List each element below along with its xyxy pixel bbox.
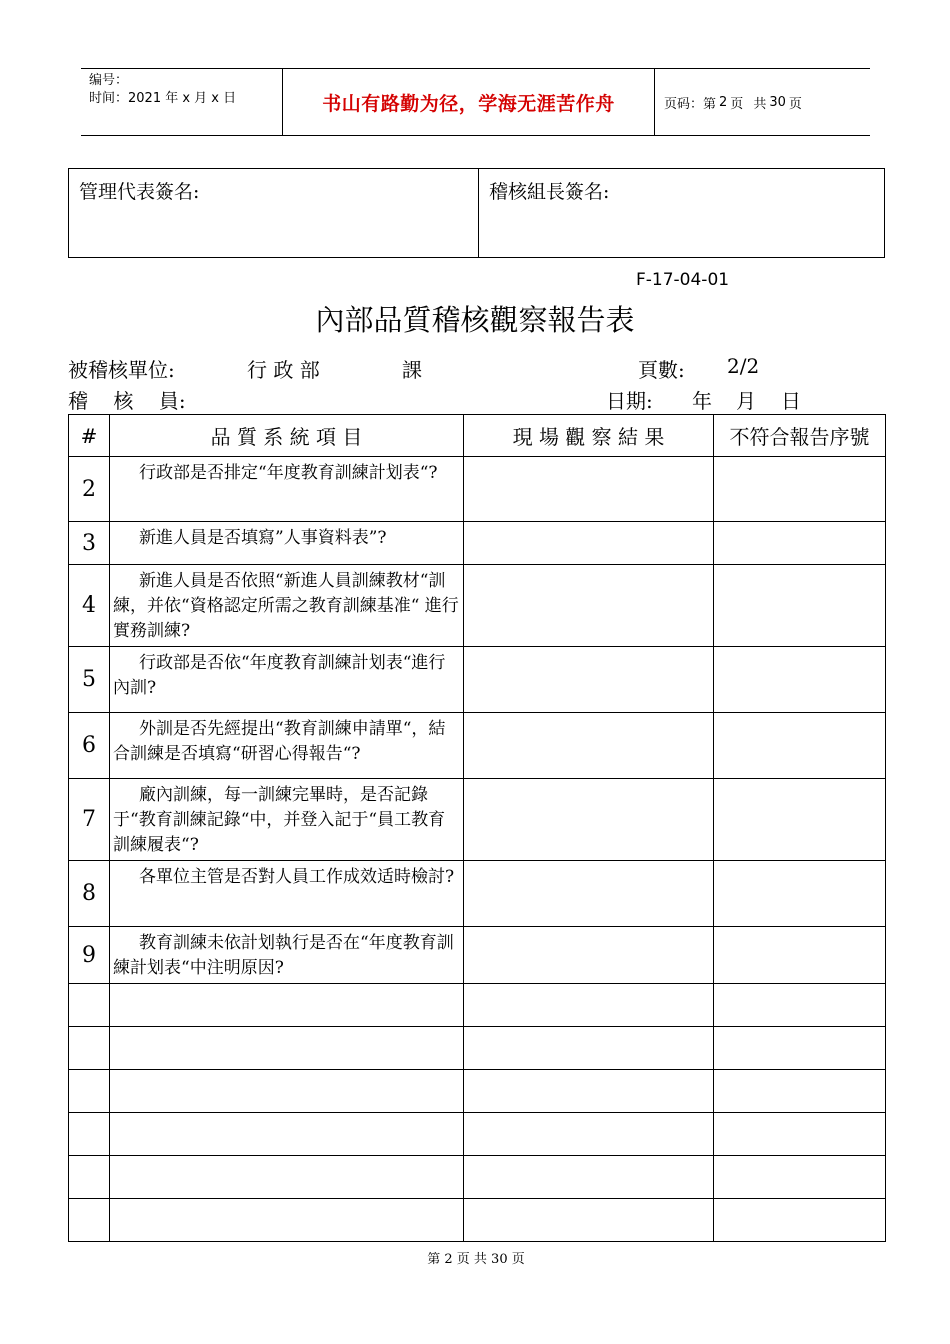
page-footer: 第 2 页 共 30 页	[427, 1252, 525, 1267]
row-ncr-cell[interactable]	[714, 1156, 886, 1199]
management-rep-signature-label: 管理代表簽名:	[79, 181, 200, 203]
table-row	[69, 565, 886, 647]
date-day: 日	[781, 389, 801, 413]
table-row	[69, 927, 886, 984]
row-number: 2	[69, 457, 110, 522]
row-item-cell[interactable]	[110, 1070, 464, 1113]
row-observation-cell[interactable]	[464, 1113, 714, 1156]
row-item-text: 新進人員是否填寫”人事資料表”?	[139, 528, 387, 548]
row-number-cell[interactable]	[69, 1156, 110, 1199]
row-number: 4	[69, 565, 110, 647]
row-item	[110, 713, 464, 779]
row-observation-cell[interactable]	[464, 457, 714, 522]
document-title: 內部品質稽核觀察報告表	[315, 303, 635, 337]
row-observation-cell[interactable]	[464, 1156, 714, 1199]
page-total: 30	[769, 94, 786, 110]
date-label: 日期:	[606, 389, 653, 413]
row-item-cell[interactable]	[110, 984, 464, 1027]
page-label: 页码：第	[664, 96, 717, 112]
table-row	[69, 457, 886, 522]
row-item	[110, 779, 464, 861]
row-item-text: 教育訓練未依計划執行是否在“年度教育訓練計划表“中注明原因?	[113, 933, 454, 978]
row-observation-cell[interactable]	[464, 1199, 714, 1242]
header-motto-cell	[282, 69, 655, 135]
row-number: 5	[69, 647, 110, 713]
row-item-text: 外訓是否先經提出“教育訓練申請單“，結合訓練是否填寫“研習心得報告“?	[113, 719, 446, 764]
col-header-number: #	[69, 415, 110, 457]
management-rep-signature[interactable]	[69, 169, 479, 257]
row-number-cell[interactable]	[69, 1027, 110, 1070]
row-number-cell[interactable]	[69, 984, 110, 1027]
row-observation-cell[interactable]	[464, 1027, 714, 1070]
row-ncr-cell[interactable]	[714, 1027, 886, 1070]
page-unit: 页	[730, 96, 744, 112]
table-row	[69, 522, 886, 565]
col-header-item: 品 質 系 統 項 目	[110, 415, 464, 457]
row-number: 8	[69, 861, 110, 927]
row-ncr-cell[interactable]	[714, 1199, 886, 1242]
row-observation-cell[interactable]	[464, 522, 714, 565]
table-header-row	[69, 415, 886, 457]
row-item	[110, 565, 464, 647]
table-row	[69, 779, 886, 861]
date-month: 月	[736, 389, 756, 413]
row-ncr-cell[interactable]	[714, 1070, 886, 1113]
document-number-label: 编号：	[89, 73, 129, 88]
row-observation-cell[interactable]	[464, 565, 714, 647]
audit-leader-signature[interactable]	[479, 169, 884, 257]
row-number-cell[interactable]	[69, 1113, 110, 1156]
pages-label: 頁數:	[638, 358, 685, 382]
row-item-text: 廠內訓練，每一訓練完畢時，是否記錄于“教育訓練記錄“中，并登入記于“員工教育訓練履表“?	[113, 785, 446, 855]
table-row	[69, 647, 886, 713]
table-row-blank	[69, 1070, 886, 1113]
observation-table	[68, 414, 886, 1242]
audited-unit-label: 被稽核單位:	[68, 358, 175, 382]
row-item-cell[interactable]	[110, 1113, 464, 1156]
row-item-text: 新進人員是否依照“新進人員訓練教材“訓練，并依“資格認定所需之教育訓練基准“ 進行實務訓練?	[113, 571, 459, 641]
header-motto: 书山有路勤为径，学海无涯苦作舟	[322, 92, 615, 115]
pages-value: 2/2	[727, 354, 760, 378]
row-ncr-cell[interactable]	[714, 565, 886, 647]
table-row-blank	[69, 1027, 886, 1070]
audit-leader-signature-label: 稽核組長簽名:	[489, 181, 610, 203]
form-code: F-17-04-01	[636, 270, 730, 290]
row-ncr-cell[interactable]	[714, 1113, 886, 1156]
row-observation-cell[interactable]	[464, 861, 714, 927]
page-current: 2	[719, 94, 728, 110]
row-number: 7	[69, 779, 110, 861]
row-item	[110, 522, 464, 565]
row-observation-cell[interactable]	[464, 779, 714, 861]
row-ncr-cell[interactable]	[714, 861, 886, 927]
row-ncr-cell[interactable]	[714, 713, 886, 779]
header-meta	[81, 69, 282, 135]
row-item-cell[interactable]	[110, 1199, 464, 1242]
row-observation-cell[interactable]	[464, 713, 714, 779]
row-ncr-cell[interactable]	[714, 647, 886, 713]
date-year: 年	[692, 389, 712, 413]
row-ncr-cell[interactable]	[714, 779, 886, 861]
table-row-blank	[69, 1199, 886, 1242]
row-number: 9	[69, 927, 110, 984]
row-item-text: 各單位主管是否對人員工作成效适時檢討?	[139, 867, 455, 887]
page-total-label: 共	[753, 96, 767, 112]
col-header-observation: 現 場 觀 察 結 果	[464, 415, 714, 457]
audited-unit-suffix: 課	[402, 358, 422, 382]
row-item-cell[interactable]	[110, 1156, 464, 1199]
table-row-blank	[69, 984, 886, 1027]
page-total-unit: 页	[788, 96, 802, 112]
table-row	[69, 713, 886, 779]
header-page-info	[656, 69, 870, 135]
row-item-cell[interactable]	[110, 1027, 464, 1070]
row-observation-cell[interactable]	[464, 984, 714, 1027]
row-item	[110, 861, 464, 927]
row-ncr-cell[interactable]	[714, 984, 886, 1027]
signature-box	[68, 168, 885, 258]
audited-unit-value: 行 政 部	[247, 358, 320, 382]
col-header-ncr-number: 不符合報告序號	[714, 415, 886, 457]
table-row-blank	[69, 1113, 886, 1156]
row-ncr-cell[interactable]	[714, 457, 886, 522]
row-number: 6	[69, 713, 110, 779]
table-row	[69, 861, 886, 927]
row-observation-cell[interactable]	[464, 647, 714, 713]
row-number: 3	[69, 522, 110, 565]
row-item	[110, 927, 464, 984]
table-row-blank	[69, 1156, 886, 1199]
row-number-cell[interactable]	[69, 1070, 110, 1113]
document-time-label: 时间：2021 年 x 月 x 日	[89, 91, 237, 106]
row-observation-cell[interactable]	[464, 927, 714, 984]
row-number-cell[interactable]	[69, 1199, 110, 1242]
row-ncr-cell[interactable]	[714, 927, 886, 984]
row-item	[110, 457, 464, 522]
row-item-text: 行政部是否依“年度教育訓練計划表“進行內訓?	[113, 653, 446, 698]
row-ncr-cell[interactable]	[714, 522, 886, 565]
row-item	[110, 647, 464, 713]
row-observation-cell[interactable]	[464, 1070, 714, 1113]
auditor-label: 稽 核 員:	[68, 389, 186, 413]
page-header	[81, 68, 870, 136]
row-item-text: 行政部是否排定“年度教育訓練計划表“?	[139, 463, 438, 483]
